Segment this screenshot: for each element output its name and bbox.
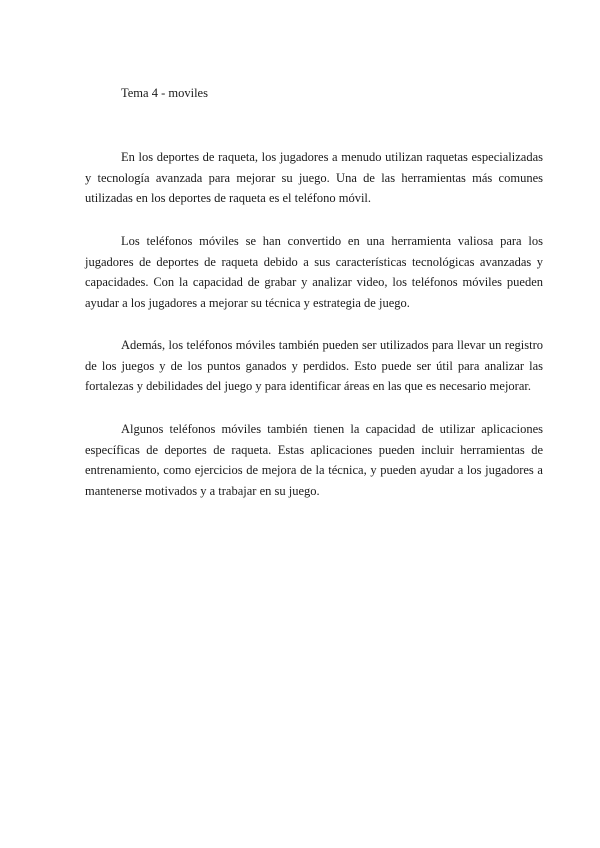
paragraph-2: Los teléfonos móviles se han convertido en una herramienta valiosa para los jugadores de deportes de raqueta debido a sus características tecnológicas avanzadas y capacidades. Con la capacidad de grabar y analizar video, los teléfonos móviles pueden ayudar a los jugadores a mejorar su técnica y estrategia de juego.: [85, 234, 543, 310]
document-title: Tema 4 - moviles: [121, 86, 208, 100]
paragraph-3: Además, los teléfonos móviles también pueden ser utilizados para llevar un registro de los juegos y de los puntos ganados y perdidos. Esto puede ser útil para analizar las fortalezas y debilidades del juego y para identificar áreas en las que es necesario mejorar.: [85, 338, 543, 393]
paragraph-4: Algunos teléfonos móviles también tienen la capacidad de utilizar aplicaciones específicas de deportes de raqueta. Estas aplicaciones pueden incluir herramientas de entrenamiento, como ejercicios de mejora de la técnica, y pueden ayudar a los jugadores a mantenerse motivados y a trabajar en su juego.: [85, 422, 543, 498]
paragraph-1: En los deportes de raqueta, los jugadores a menudo utilizan raquetas especializadas y tecnología avanzada para mejorar su juego. Una de las herramientas más comunes utilizadas en los deportes de raqueta es el teléfono móvil.: [85, 150, 543, 205]
